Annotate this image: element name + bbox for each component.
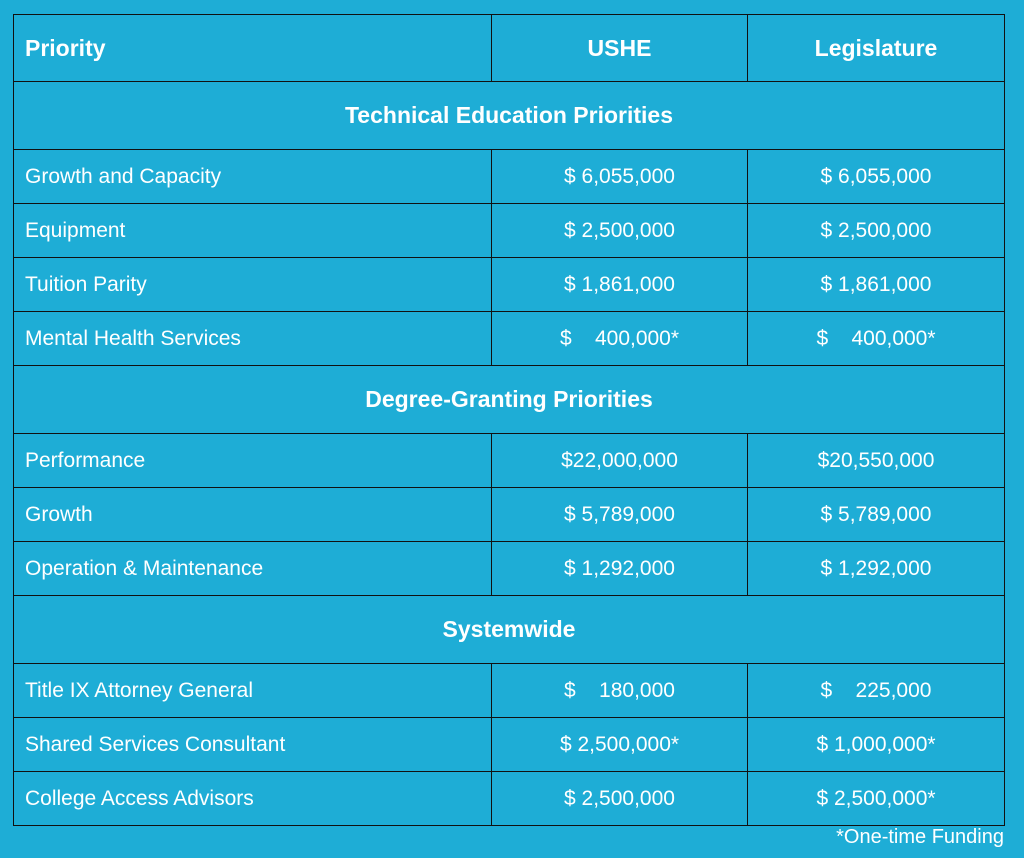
table-row <box>14 312 1005 366</box>
section-title: Technical Education Priorities <box>14 82 1005 150</box>
legislature-amount: $20,550,000 <box>748 434 1005 488</box>
table-row <box>14 772 1005 826</box>
section-row <box>14 82 1005 150</box>
row-label: Growth <box>14 488 492 542</box>
table-row <box>14 718 1005 772</box>
table-row <box>14 258 1005 312</box>
row-label: Title IX Attorney General <box>14 664 492 718</box>
legislature-amount: $ 5,789,000 <box>748 488 1005 542</box>
ushe-amount: $ 180,000 <box>492 664 748 718</box>
section-title: Systemwide <box>14 596 1005 664</box>
table-row <box>14 434 1005 488</box>
header-priority: Priority <box>14 15 492 82</box>
legislature-amount: $ 1,000,000* <box>748 718 1005 772</box>
table-row <box>14 204 1005 258</box>
table-row <box>14 664 1005 718</box>
table-header-row <box>14 15 1005 82</box>
funding-table <box>13 14 1005 826</box>
section-title: Degree-Granting Priorities <box>14 366 1005 434</box>
row-label: Mental Health Services <box>14 312 492 366</box>
legislature-amount: $ 6,055,000 <box>748 150 1005 204</box>
row-label: College Access Advisors <box>14 772 492 826</box>
table-row <box>14 150 1005 204</box>
row-label: Performance <box>14 434 492 488</box>
ushe-amount: $ 1,861,000 <box>492 258 748 312</box>
legislature-amount: $ 400,000* <box>748 312 1005 366</box>
table-row <box>14 488 1005 542</box>
ushe-amount: $ 6,055,000 <box>492 150 748 204</box>
legislature-amount: $ 225,000 <box>748 664 1005 718</box>
row-label: Equipment <box>14 204 492 258</box>
row-label: Tuition Parity <box>14 258 492 312</box>
header-ushe: USHE <box>492 15 748 82</box>
ushe-amount: $ 5,789,000 <box>492 488 748 542</box>
header-legislature: Legislature <box>748 15 1005 82</box>
ushe-amount: $ 2,500,000 <box>492 204 748 258</box>
ushe-amount: $ 400,000* <box>492 312 748 366</box>
row-label: Shared Services Consultant <box>14 718 492 772</box>
section-row <box>14 596 1005 664</box>
legislature-amount: $ 2,500,000* <box>748 772 1005 826</box>
ushe-amount: $22,000,000 <box>492 434 748 488</box>
legislature-amount: $ 2,500,000 <box>748 204 1005 258</box>
table-row <box>14 542 1005 596</box>
footnote: *One-time Funding <box>836 826 1004 848</box>
section-row <box>14 366 1005 434</box>
legislature-amount: $ 1,861,000 <box>748 258 1005 312</box>
legislature-amount: $ 1,292,000 <box>748 542 1005 596</box>
row-label: Operation & Maintenance <box>14 542 492 596</box>
ushe-amount: $ 2,500,000* <box>492 718 748 772</box>
row-label: Growth and Capacity <box>14 150 492 204</box>
ushe-amount: $ 1,292,000 <box>492 542 748 596</box>
ushe-amount: $ 2,500,000 <box>492 772 748 826</box>
